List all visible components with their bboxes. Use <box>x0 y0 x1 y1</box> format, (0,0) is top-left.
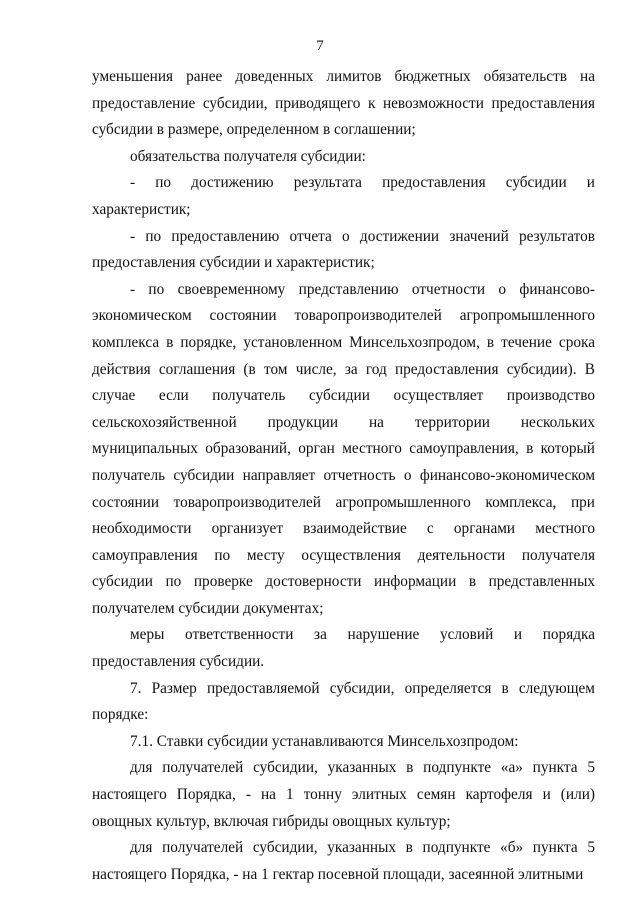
paragraph-obligations-heading: обязательства получателя субсидии: <box>130 147 366 165</box>
paragraph-obligation-result: - по достижению результата предоставления субсидии и характеристик; <box>92 174 595 218</box>
paragraph-continuation: уменьшения ранее доведенных лимитов бюджетных обязательств на предоставление субсидии, приводящего к невозможности предоставления субсидии в размере, определенном в соглашении; <box>92 68 595 139</box>
paragraph-obligation-report: - по предоставлению отчета о достижении значений результатов предоставления субсидии и характеристик; <box>92 227 595 272</box>
document-body <box>92 64 595 888</box>
paragraph-section-7-1: 7.1. Ставки субсидии устанавливаются Минсельхозпродом: <box>130 732 519 750</box>
paragraph-recipients-a: для получателей субсидии, указанных в подпункте «а» пункта 5 настоящего Порядка, - на 1 тонну элитных семян картофеля и (или) овощных культур, включая гибриды овощных культур; <box>92 759 595 830</box>
paragraph-section-7: 7. Размер предоставляемой субсидии, определяется в следующем порядке: <box>92 679 595 724</box>
paragraph-recipients-b: для получателей субсидии, указанных в подпункте «б» пункта 5 настоящего Порядка, - на 1 гектар посевной площади, засеянной элитными <box>92 839 595 883</box>
paragraph-liability-measures: меры ответственности за нарушение условий и порядка предоставления субсидии. <box>92 626 595 671</box>
page-number: 7 <box>316 38 324 54</box>
paragraph-obligation-financial-reporting: - по своевременному представлению отчетности о финансово-экономическом состоянии товаропроизводителей агропромышленного комплекса в порядке, установленном Минсельхозпродом, в течение срока действия соглашения (в том числе, за год предоставления субсидии). В случае если получатель субсидии осуществляет производство сельскохозяйственной продукции на территории нескольких муниципальных образований, орган местного самоуправления, в который получатель субсидии направляет отчетность о финансово-экономическом состоянии товаропроизводителей агропромышленного комплекса, при необходимости организует взаимодействие с органами местного самоуправления по месту осуществления деятельности получателя субсидии по проверке достоверности информации в представленных получателем субсидии документах; <box>92 280 595 617</box>
